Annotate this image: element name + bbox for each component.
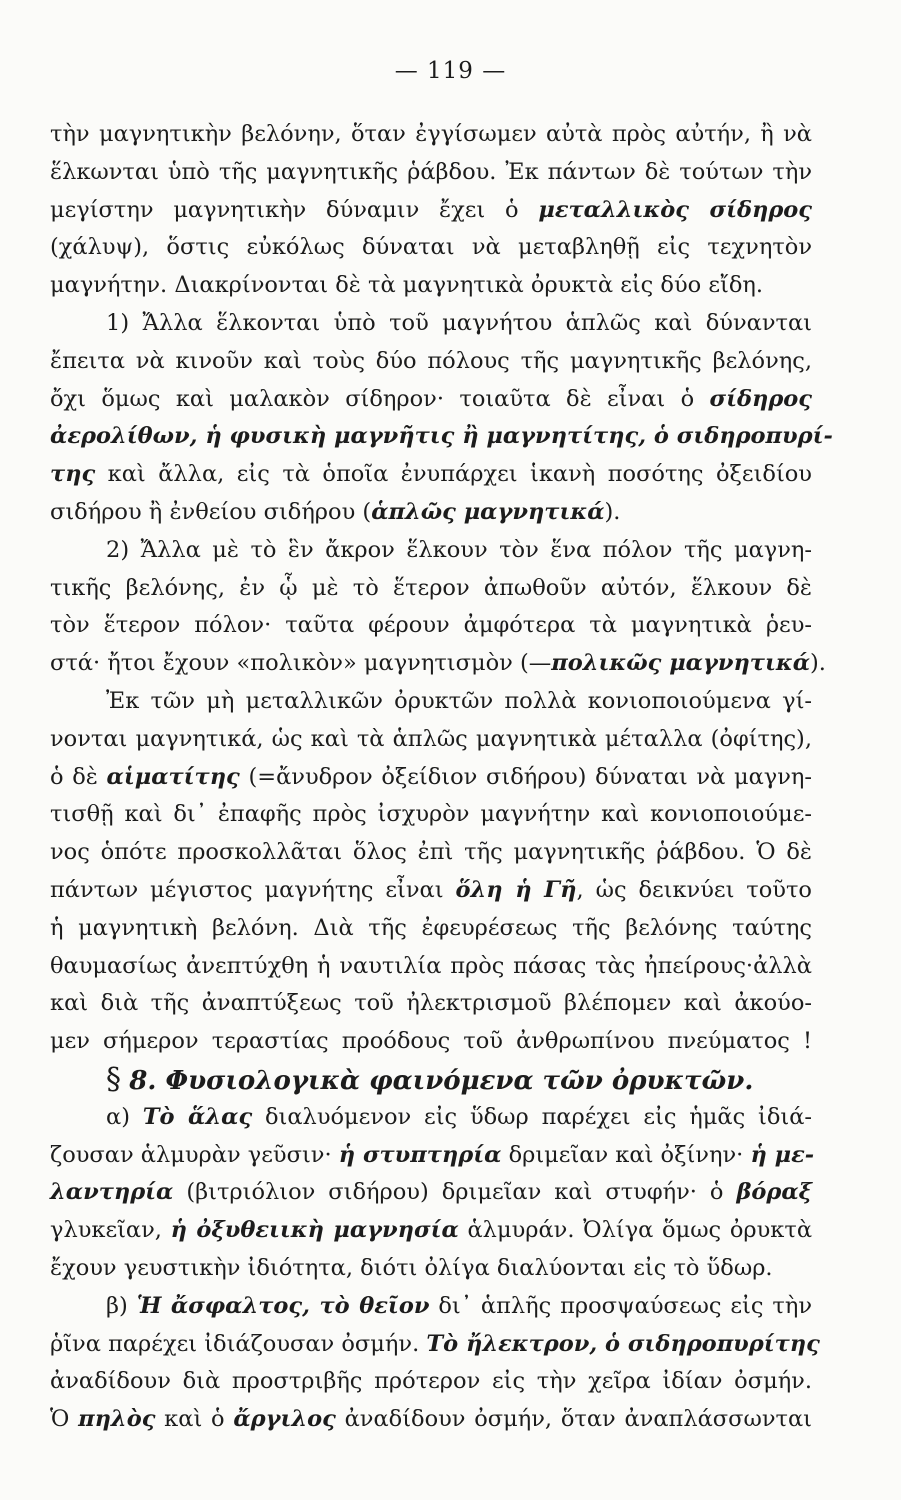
page-number: — 119 — <box>394 58 507 84</box>
emphasis-term: πηλὸς <box>78 1406 156 1433</box>
emphasis-term: λαντηρία <box>50 1179 174 1206</box>
text-line: λαντηρία (βιτριόλιον σιδήρου) δριμεῖαν καὶ στυφήν· ὁ βόραξ <box>50 1179 812 1206</box>
emphasis-term: της <box>50 461 96 488</box>
text-line: ζουσαν ἁλμυρὰν γεῦσιν· ἡ στυπτηρία δριμεῖαν καὶ ὀξίνην· ἡ με- <box>50 1141 815 1168</box>
emphasis-term: ἄργιλος <box>233 1406 336 1433</box>
emphasis-term: 8. Φυσιολογικὰ φαινόμενα τῶν ὀρυκτῶν. <box>129 1065 754 1096</box>
emphasis-term: μεταλλικὸς σίδηρος <box>538 196 812 223</box>
text-line: στά· ἤτοι ἔχουν «πολικὸν» μαγνητισμὸν (—πολικῶς μαγνητικά). <box>50 650 826 677</box>
text-line: Ὁ πηλὸς καὶ ὁ ἄργιλος ἀναδίδουν ὀσμήν, ὅταν ἀναπλάσσωνται <box>50 1406 812 1433</box>
emphasis-term: πολικῶς μαγνητικά <box>551 650 811 677</box>
text-line: γλυκεῖαν, ἡ ὀξυθειικὴ μαγνησία ἁλμυράν. Ὀλίγα ὅμως ὀρυκτὰ <box>50 1217 813 1244</box>
text-line: ὁ δὲ αἱματίτης (=ἄνυδρον ὀξείδιον σιδήρου) δύναται νὰ μαγνη- <box>50 763 812 790</box>
emphasis-term: ἡ στυπτηρία <box>338 1141 502 1168</box>
emphasis-term: αἱματίτης <box>106 763 240 790</box>
text-line: ἕλκωνται ὑπὸ τῆς μαγνητικῆς ῥάβδου. Ἐκ πάντων δὲ τούτων τὴν <box>50 158 812 185</box>
text-line: της καὶ ἄλλα, εἰς τὰ ὁποῖα ἐνυπάρχει ἱκανὴ ποσότης ὀξειδίου <box>50 461 812 488</box>
text-line: ἀναδίδουν διὰ προστριβῆς πρότερον εἰς τὴν χεῖρα ἰδίαν ὀσμήν. <box>50 1368 812 1395</box>
text-line: νονται μαγνητικά, ὡς καὶ τὰ ἁπλῶς μαγνητικὰ μέταλλα (ὀφίτης), <box>50 725 812 752</box>
emphasis-term: ἀερολίθων, ἡ φυσικὴ μαγνῆτις ἢ μαγνητίτης, ὁ σιδηροπυρί- <box>50 423 833 450</box>
section-sign: § <box>106 1061 121 1097</box>
text-line: τὴν μαγνητικὴν βελόνην, ὅταν ἐγγίσωμεν αὐτὰ πρὸς αὐτήν, ἢ νὰ <box>50 121 812 147</box>
text-line: καὶ διὰ τῆς ἀναπτύξεως τοῦ ἠλεκτρισμοῦ βλέπομεν καὶ ἀκούο- <box>50 990 812 1017</box>
emphasis-term: ὅλη ἡ Γῆ <box>455 876 577 903</box>
text-line <box>50 418 833 456</box>
emphasis-term: Ἡ ἄσφαλτος, τὸ θεῖον <box>136 1292 430 1319</box>
emphasis-term: ἡ ὀξυθειικὴ μαγνησία <box>170 1217 459 1244</box>
emphasis-term: σίδηρος <box>709 385 812 412</box>
text-line: σιδήρου ἢ ἐνθείου σιδήρου (ἁπλῶς μαγνητικά). <box>50 498 621 525</box>
text-line: τικῆς βελόνης, ἐν ᾧ μὲ τὸ ἕτερον ἀπωθοῦν αὐτόν, ἕλκουν δὲ <box>50 574 812 601</box>
emphasis-term: Τὸ ἤλεκτρον, ὁ σιδηροπυρίτης <box>426 1330 820 1357</box>
text-line: ὄχι ὅμως καὶ μαλακὸν σίδηρον· τοιαῦτα δὲ εἶναι ὁ σίδηρος <box>50 385 812 412</box>
emphasis-term: ἡ με- <box>750 1141 815 1168</box>
text-line: νος ὁπότε προσκολλᾶται ὅλος ἐπὶ τῆς μαγνητικῆς ῥάβδου. Ὁ δὲ <box>50 839 812 866</box>
emphasis-term: Τὸ ἅλας <box>142 1103 253 1130</box>
text-line: τισθῇ καὶ δι᾿ ἐπαφῆς πρὸς ἰσχυρὸν μαγνήτην καὶ κονιοποιούμε- <box>50 801 812 828</box>
text-line: ἔπειτα νὰ κινοῦν καὶ τοὺς δύο πόλους τῆς μαγνητικῆς βελόνης, <box>50 347 812 374</box>
text-line: 2) Ἄλλα μὲ τὸ ἓν ἄκρον ἕλκουν τὸν ἕνα πόλον τῆς μαγνη- <box>106 536 812 563</box>
text-line: μεγίστην μαγνητικὴν δύναμιν ἔχει ὁ μεταλλικὸς σίδηρος <box>50 196 812 223</box>
text-line: μαγνήτην. Διακρίνονται δὲ τὰ μαγνητικὰ ὀρυκτὰ εἰς δύο εἴδη. <box>50 272 764 299</box>
text-line: ἡ μαγνητικὴ βελόνη. Διὰ τῆς ἐφευρέσεως τῆς βελόνης ταύτης <box>50 914 812 941</box>
text-line: ῥῖνα παρέχει ἰδιάζουσαν ὀσμήν. Τὸ ἤλεκτρον, ὁ σιδηροπυρίτης <box>50 1330 820 1357</box>
text-line: 1) Ἄλλα ἕλκονται ὑπὸ τοῦ μαγνήτου ἁπλῶς καὶ δύνανται <box>106 309 812 336</box>
text-line: Ἐκ τῶν μὴ μεταλλικῶν ὀρυκτῶν πολλὰ κονιοποιούμενα γί- <box>106 687 812 714</box>
text-line: τὸν ἕτερον πόλον· ταῦτα φέρουν ἀμφότερα τὰ μαγνητικὰ ῥευ- <box>50 612 812 639</box>
text-line <box>50 1061 812 1099</box>
text-line: α) Τὸ ἅλας διαλυόμενον εἰς ὕδωρ παρέχει εἰς ἡμᾶς ἰδιά- <box>106 1103 812 1130</box>
page-body-text <box>50 116 833 1439</box>
text-line: θαυμασίως ἀνεπτύχθη ἡ ναυτιλία πρὸς πάσας τὰς ἠπείρους·ἀλλὰ <box>50 952 812 979</box>
text-line: (χάλυψ), ὅστις εὐκόλως δύναται νὰ μεταβληθῇ εἰς τεχνητὸν <box>50 234 812 261</box>
emphasis-term: ἁπλῶς μαγνητικά <box>371 498 605 525</box>
emphasis-term: βόραξ <box>736 1179 812 1206</box>
text-line: μεν σήμερον τεραστίας προόδους τοῦ ἀνθρωπίνου πνεύματος ! <box>50 1028 812 1055</box>
text-line: ἔχουν γευστικὴν ἰδιότητα, διότι ὀλίγα διαλύονται εἰς τὸ ὕδωρ. <box>50 1254 773 1281</box>
text-line: πάντων μέγιστος μαγνήτης εἶναι ὅλη ἡ Γῆ, ὡς δεικνύει τοῦτο <box>50 876 812 903</box>
text-line: β) Ἡ ἄσφαλτος, τὸ θεῖον δι᾿ ἁπλῆς προσψαύσεως εἰς τὴν <box>106 1292 812 1319</box>
